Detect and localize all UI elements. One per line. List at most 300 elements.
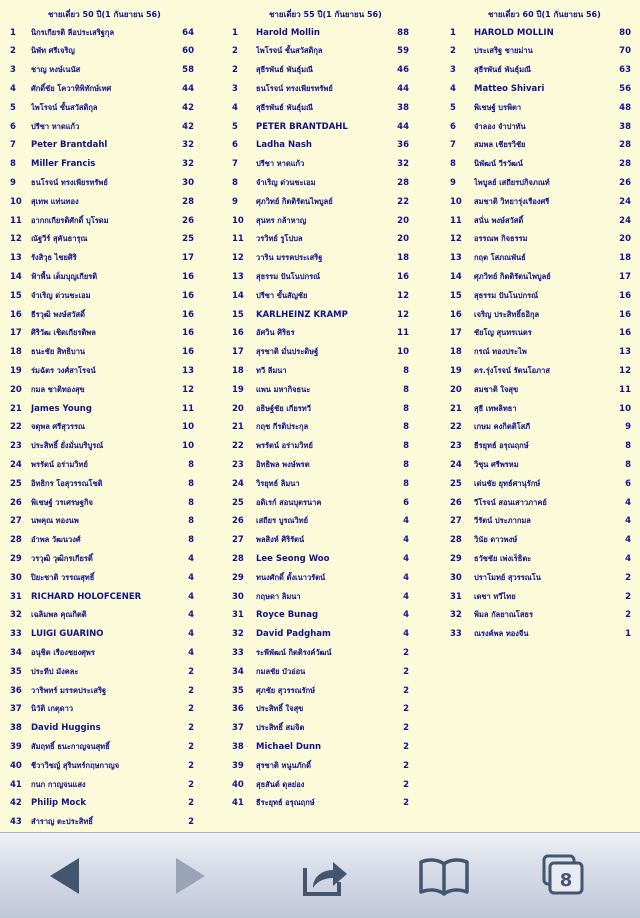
- ranking-row: [450, 42, 631, 61]
- rank-number: 13: [450, 253, 462, 264]
- ranking-row: [10, 776, 194, 795]
- player-name: นิพัท ศรีเจริญ: [31, 46, 75, 56]
- player-name: เกษม คงกิตติโสภี: [474, 422, 531, 432]
- rank-number: 28: [232, 553, 244, 564]
- player-name: ณัฐวีร์ สุคันธารุณ: [31, 234, 88, 244]
- ranking-row: [232, 80, 409, 99]
- player-score: 4: [625, 535, 631, 546]
- ranking-row: [10, 682, 194, 701]
- rank-number: 16: [450, 309, 462, 320]
- player-name: PETER BRANTDAHL: [256, 121, 348, 132]
- ranking-row: [10, 456, 194, 475]
- rank-number: 10: [232, 215, 244, 226]
- player-score: 16: [182, 309, 194, 320]
- ranking-row: [232, 212, 409, 231]
- player-name: Lee Seong Woo: [256, 553, 330, 564]
- back-button[interactable]: [5, 833, 125, 918]
- player-name: วีโรจน์ สอนเสาวภาคย์: [474, 497, 547, 507]
- player-name: ศุภวิทย์ กิตติรัตนไพบูลย์: [256, 196, 333, 206]
- tabs-count: 8: [559, 869, 573, 891]
- ranking-row: [10, 606, 194, 625]
- player-name: ประเสริฐ ชายม่าน: [474, 46, 533, 56]
- player-score: 2: [625, 572, 631, 583]
- ranking-row: [450, 569, 631, 588]
- player-score: 4: [403, 591, 409, 602]
- rank-number: 32: [10, 610, 22, 621]
- ranking-row: [232, 324, 409, 343]
- player-score: 2: [403, 798, 409, 809]
- player-name: กฤช กีรติประกุล: [256, 422, 309, 432]
- player-score: 11: [397, 328, 409, 339]
- ranking-row: [450, 118, 631, 137]
- player-name: วีรัตน์ ประภากมล: [474, 516, 531, 526]
- player-score: 48: [619, 102, 631, 113]
- player-name: ฟ้าพื้น เต็มบุญเกียรติ: [31, 271, 98, 281]
- ranking-row: [10, 719, 194, 738]
- rank-number: 9: [10, 177, 16, 188]
- rank-number: 21: [450, 403, 462, 414]
- ranking-row: [232, 118, 409, 137]
- rank-number: 23: [10, 441, 22, 452]
- ranking-row: [10, 324, 194, 343]
- rank-number: 38: [232, 741, 244, 752]
- ranking-row: [232, 230, 409, 249]
- player-score: 10: [182, 422, 194, 433]
- rank-number: 23: [450, 441, 462, 452]
- player-score: 4: [188, 629, 194, 640]
- ranking-row: [450, 324, 631, 343]
- player-score: 8: [188, 535, 194, 546]
- rank-number: 8: [10, 159, 16, 170]
- player-name: ธนโรจน์ ทรงเพียรทรัพย์: [31, 177, 108, 187]
- ranking-row: [450, 155, 631, 174]
- player-score: 38: [619, 121, 631, 132]
- ranking-row: [10, 306, 194, 325]
- ranking-row: [10, 287, 194, 306]
- player-name: ไพโรจน์ ชั้นสวัสดิกุล: [256, 46, 323, 56]
- ranking-row: [10, 588, 194, 607]
- ranking-row: [450, 61, 631, 80]
- ranking-row: [450, 588, 631, 607]
- ranking-row: [10, 418, 194, 437]
- player-name: Ladha Nash: [256, 140, 312, 151]
- player-score: 63: [619, 65, 631, 76]
- rank-number: 23: [232, 459, 244, 470]
- player-name: สมชาติ ใจสุข: [474, 384, 519, 394]
- rank-number: 8: [232, 177, 238, 188]
- player-score: 16: [619, 309, 631, 320]
- player-score: 4: [403, 610, 409, 621]
- player-name: สุเทพ แท่นทอง: [31, 196, 79, 206]
- rank-number: 3: [10, 65, 16, 76]
- player-name: พิเชษฐ์ วรเศรษฐกิจ: [31, 497, 93, 507]
- player-name: นพคุณ ทองนพ: [31, 516, 79, 526]
- player-score: 8: [403, 403, 409, 414]
- ranking-row: [450, 625, 631, 644]
- rank-number: 39: [10, 741, 22, 752]
- rank-number: 12: [450, 234, 462, 245]
- rank-number: 12: [232, 253, 244, 264]
- player-name: ปรีชา ขั้นสัญชัย: [256, 290, 308, 300]
- ranking-row: [450, 606, 631, 625]
- player-name: ปราโมทย์ สุวรรณโน: [474, 572, 541, 582]
- rank-number: 10: [450, 196, 462, 207]
- ranking-row: [10, 42, 194, 61]
- ranking-row: [10, 230, 194, 249]
- tabs-icon: [540, 853, 590, 899]
- player-score: 2: [403, 666, 409, 677]
- player-name: สุธีรพันธ์ พันธุ์มณี: [256, 102, 313, 112]
- rank-number: 11: [450, 215, 462, 226]
- player-score: 16: [182, 271, 194, 282]
- rank-number: 14: [232, 290, 244, 301]
- player-name: วิชุน ศรีพรหม: [474, 459, 519, 469]
- column-title: ชายเดี่ยว 60 ปี(1 กันยายน 56): [488, 10, 601, 19]
- rank-number: 13: [232, 271, 244, 282]
- player-score: 24: [619, 196, 631, 207]
- rank-number: 15: [232, 309, 244, 320]
- rank-number: 15: [10, 290, 22, 301]
- ranking-row: [450, 268, 631, 287]
- player-name: อธิษฐ์ชัย เกียรทวี: [256, 403, 311, 413]
- back-arrow-icon: [47, 856, 83, 896]
- ranking-row: [10, 61, 194, 80]
- ranking-row: [10, 268, 194, 287]
- player-score: 2: [625, 610, 631, 621]
- player-score: 80: [619, 27, 631, 38]
- player-name: ธีรยุทธ์ อรุณฤกษ์: [474, 441, 529, 451]
- player-name: สำราญ ตะประสิทธิ์: [31, 817, 93, 827]
- player-score: 16: [397, 271, 409, 282]
- ranking-row: [232, 287, 409, 306]
- rank-number: 1: [10, 27, 16, 38]
- rank-number: 18: [10, 347, 22, 358]
- player-name: เฉลิมพล คุณกิตติ: [31, 610, 87, 620]
- ranking-row: [450, 193, 631, 212]
- ranking-row: [232, 606, 409, 625]
- player-score: 2: [188, 704, 194, 715]
- ranking-row: [450, 512, 631, 531]
- rank-number: 2: [10, 46, 16, 57]
- ranking-row: [450, 99, 631, 118]
- rank-number: 29: [450, 553, 462, 564]
- player-name: ศุภวิทย์ กิตติรัตนไพบูลย์: [474, 271, 551, 281]
- player-score: 26: [619, 177, 631, 188]
- player-name: Matteo Shivari: [474, 83, 545, 94]
- rank-number: 30: [10, 572, 22, 583]
- player-name: สุธสันต์ ดุลย่อง: [256, 779, 305, 789]
- ranking-row: [232, 550, 409, 569]
- player-score: 6: [625, 478, 631, 489]
- player-name: อำพล วัฒนวงศ์: [31, 535, 81, 545]
- rank-number: 17: [232, 347, 244, 358]
- player-score: 4: [403, 572, 409, 583]
- player-score: 2: [188, 779, 194, 790]
- player-score: 17: [619, 271, 631, 282]
- rank-number: 20: [450, 384, 462, 395]
- player-score: 11: [619, 384, 631, 395]
- player-score: 10: [397, 347, 409, 358]
- rank-number: 14: [450, 271, 462, 282]
- player-score: 8: [188, 516, 194, 527]
- player-name: ธนโรจน์ ทรงเพียรทรัพย์: [256, 83, 333, 93]
- ranking-row: [232, 249, 409, 268]
- rank-number: 40: [10, 760, 22, 771]
- player-name: กรณ์ ทองประไพ: [474, 347, 527, 357]
- tabs-button[interactable]: [505, 833, 625, 918]
- rank-number: 5: [450, 102, 456, 113]
- rank-number: 6: [10, 121, 16, 132]
- ranking-row: [232, 362, 409, 381]
- rank-number: 9: [232, 196, 238, 207]
- player-score: 4: [403, 516, 409, 527]
- rank-number: 7: [450, 140, 456, 151]
- player-score: 8: [403, 365, 409, 376]
- ranking-row: [10, 118, 194, 137]
- ranking-row: [232, 776, 409, 795]
- player-score: 20: [397, 215, 409, 226]
- rank-number: 16: [10, 309, 22, 320]
- rank-number: 30: [232, 591, 244, 602]
- rank-number: 10: [10, 196, 22, 207]
- player-score: 4: [188, 591, 194, 602]
- rank-number: 31: [10, 591, 22, 602]
- rank-number: 9: [450, 177, 456, 188]
- player-name: เดชา ทวีไทย: [474, 591, 516, 601]
- player-score: 9: [625, 422, 631, 433]
- ranking-row: [450, 400, 631, 419]
- rank-number: 36: [232, 704, 244, 715]
- rank-number: 18: [232, 365, 244, 376]
- rank-number: 37: [10, 704, 22, 715]
- player-score: 13: [619, 347, 631, 358]
- player-name: อดิเรก์ สอนบุตรนาค: [256, 497, 322, 507]
- player-name: ธีรวุฒิ พงษ์สวัสดิ์: [31, 309, 85, 319]
- player-name: กฤษดา ลิมนา: [256, 591, 301, 601]
- player-score: 1: [625, 629, 631, 640]
- forward-button[interactable]: [130, 833, 250, 918]
- rank-number: 22: [10, 422, 22, 433]
- rank-number: 33: [450, 629, 462, 640]
- player-score: 4: [188, 553, 194, 564]
- rank-number: 22: [450, 422, 462, 433]
- player-score: 8: [188, 478, 194, 489]
- player-score: 10: [182, 441, 194, 452]
- ranking-row: [232, 400, 409, 419]
- ranking-row: [450, 287, 631, 306]
- ranking-row: [232, 24, 409, 43]
- rank-number: 30: [450, 572, 462, 583]
- player-name: ปรีชา หาดแก้ว: [31, 121, 80, 131]
- rank-number: 26: [450, 497, 462, 508]
- rank-number: 43: [10, 817, 22, 828]
- ranking-row: [10, 625, 194, 644]
- player-name: ประทีป มังคละ: [31, 666, 79, 676]
- player-score: 46: [397, 65, 409, 76]
- player-name: ดร.รุ่งโรจน์ รัตนโอภาส: [474, 365, 550, 375]
- player-name: ประสิทธิ์ สมจิต: [256, 723, 305, 733]
- ranking-row: [232, 663, 409, 682]
- player-name: พลสิงห์ ศิริรัตน์: [256, 535, 305, 545]
- player-score: 28: [397, 177, 409, 188]
- player-name: ศักดิ์ชัย โควาทิพิทักษ์เทศ: [31, 83, 112, 93]
- rank-number: 14: [10, 271, 22, 282]
- player-name: นิพัฒน์ วีรวัฒน์: [474, 159, 523, 169]
- player-name: ปิยะชาติ วรรณสุทธิ์: [31, 572, 95, 582]
- rank-number: 24: [450, 459, 462, 470]
- player-name: ปรีชา หาดแก้ว: [256, 159, 305, 169]
- rank-number: 22: [232, 441, 244, 452]
- player-score: 4: [403, 629, 409, 640]
- ranking-row: [10, 343, 194, 362]
- player-name: สัมฤทธิ์ ธนะกาญจนสุทธิ์: [31, 741, 110, 751]
- rank-number: 19: [232, 384, 244, 395]
- ranking-row: [450, 437, 631, 456]
- player-score: 4: [188, 610, 194, 621]
- player-name: อิทธิกร โอสุวรรณโชติ: [31, 478, 103, 488]
- ranking-row: [232, 475, 409, 494]
- player-name: ชาญ หงษ์เนนัส: [31, 65, 81, 75]
- ranking-row: [232, 268, 409, 287]
- player-score: 28: [619, 159, 631, 170]
- player-score: 25: [182, 234, 194, 245]
- ranking-row: [450, 24, 631, 43]
- player-name: วรวุฒิ วุฒิกรเกียรติ์: [31, 553, 93, 563]
- ranking-row: [10, 155, 194, 174]
- player-score: 20: [397, 234, 409, 245]
- ranking-row: [450, 230, 631, 249]
- player-name: Royce Bunag: [256, 610, 319, 621]
- player-name: กนก กาญจนแสง: [31, 779, 86, 789]
- player-score: 59: [397, 46, 409, 57]
- forward-arrow-icon: [172, 856, 208, 896]
- player-name: ประสิทธิ์ ยั่งมั่นบริบูรณ์: [31, 441, 104, 451]
- player-name: จตุพล ศรีสุวรรณ: [31, 422, 86, 432]
- rank-number: 15: [450, 290, 462, 301]
- player-score: 32: [182, 140, 194, 151]
- ranking-row: [232, 494, 409, 513]
- player-name: ชัยโญ สุนทรเนตร: [474, 328, 532, 338]
- player-score: 32: [397, 159, 409, 170]
- player-name: วิรยุทธ์ ลิมนา: [256, 478, 300, 488]
- player-score: 32: [182, 159, 194, 170]
- rank-number: 8: [450, 159, 456, 170]
- ranking-row: [10, 757, 194, 776]
- rank-number: 35: [10, 666, 22, 677]
- player-score: 44: [182, 83, 194, 94]
- rank-number: 33: [10, 629, 22, 640]
- rank-number: 33: [232, 647, 244, 658]
- player-name: ชีวาวิชญ์ สุรินทร์กฤษกาญจ: [31, 760, 120, 770]
- player-score: 2: [188, 760, 194, 771]
- ranking-row: [450, 343, 631, 362]
- player-name: กฤต โสภณพันธ์: [474, 253, 526, 263]
- rank-number: 26: [10, 497, 22, 508]
- player-name: ธีระยุทธ์ อรุณฤกษ์: [256, 798, 315, 808]
- player-score: 8: [403, 478, 409, 489]
- player-name: พรรัตน์ อร่ามวิทย์: [31, 459, 88, 469]
- player-name: ศุภชัย สุวรรณรักษ์: [256, 685, 316, 695]
- ranking-row: [10, 813, 194, 832]
- player-name: พิเชษฐ์ บรพิตา: [474, 102, 522, 112]
- ranking-row: [450, 80, 631, 99]
- bookmarks-button[interactable]: [384, 833, 504, 918]
- player-name: สุรชาติ มั่นประดิษฐ์: [256, 347, 319, 357]
- player-score: 18: [397, 253, 409, 264]
- player-name: จำเริญ ด่วนชะเอม: [31, 290, 91, 300]
- player-name: วินัย ดาวพงษ์: [474, 535, 518, 545]
- ranking-row: [10, 569, 194, 588]
- player-name: RICHARD HOLOFCENER: [31, 591, 142, 602]
- ranking-row: [10, 381, 194, 400]
- ranking-row: [232, 174, 409, 193]
- rank-number: 11: [232, 234, 244, 245]
- player-name: Michael Dunn: [256, 741, 322, 752]
- ranking-row: [10, 136, 194, 155]
- player-score: 8: [403, 422, 409, 433]
- rank-number: 2: [232, 46, 238, 57]
- player-name: HAROLD MOLLIN: [474, 27, 554, 38]
- player-name: สมพล เชียรวิชัย: [474, 140, 526, 150]
- player-score: 22: [397, 196, 409, 207]
- ranking-row: [10, 437, 194, 456]
- player-score: 42: [182, 102, 194, 113]
- player-name: ไพบูลย์ เสถียรปกิจภณท์: [474, 177, 550, 187]
- player-score: 4: [625, 497, 631, 508]
- ranking-row: [450, 531, 631, 550]
- player-name: กมล ชาติทองสุข: [31, 384, 85, 394]
- rank-number: 24: [10, 459, 22, 470]
- player-name: เด่นชัย ยุทธ์ศานุรักษ์: [474, 478, 541, 488]
- player-score: 2: [403, 685, 409, 696]
- ranking-row: [450, 174, 631, 193]
- player-score: 2: [403, 647, 409, 658]
- rank-number: 25: [232, 497, 244, 508]
- rank-number: 1: [232, 27, 238, 38]
- share-button[interactable]: [265, 833, 385, 918]
- rank-number: 27: [10, 516, 22, 527]
- ranking-row: [450, 136, 631, 155]
- rank-number: 4: [10, 83, 16, 94]
- rank-number: 32: [450, 610, 462, 621]
- player-name: อากกเกียรติศักดิ์ บุโรดม: [31, 215, 109, 225]
- ranking-row: [232, 531, 409, 550]
- player-name: พรรัตน์ อร่ามวิทย์: [256, 441, 313, 451]
- player-name: นิกรเกียรติ ลีอประเสริฐกุล: [31, 27, 115, 37]
- ranking-row: [10, 249, 194, 268]
- player-name: ทวี ลีมนา: [256, 365, 287, 375]
- player-score: 8: [188, 497, 194, 508]
- player-score: 16: [619, 290, 631, 301]
- ranking-row: [232, 569, 409, 588]
- rank-number: 27: [232, 535, 244, 546]
- ranking-row: [10, 475, 194, 494]
- ranking-row: [10, 663, 194, 682]
- rank-number: 4: [450, 83, 456, 94]
- player-name: Philip Mock: [31, 798, 87, 809]
- ranking-row: [232, 588, 409, 607]
- player-name: จำลอง จำปาทัน: [474, 121, 526, 131]
- ranking-row: [232, 719, 409, 738]
- player-name: เจริญ ประสิทธิ์ธอิกุล: [474, 309, 540, 319]
- browser-toolbar: [0, 832, 640, 918]
- player-name: ร่มฉัตร วงศ์สาโรจน์: [31, 365, 96, 375]
- rank-number: 19: [10, 365, 22, 376]
- player-score: 2: [188, 798, 194, 809]
- rank-number: 20: [10, 384, 22, 395]
- player-name: James Young: [31, 403, 92, 414]
- ranking-row: [450, 456, 631, 475]
